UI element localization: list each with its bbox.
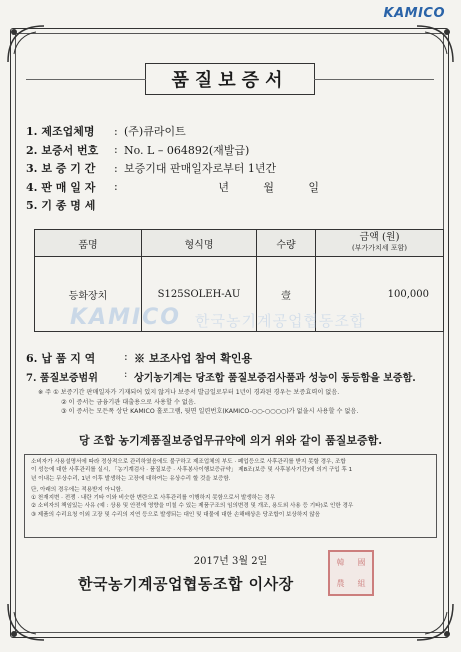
delivery-region: 6. 납 품 지 역 : ※ 보조사업 참여 확인용 xyxy=(26,350,253,365)
col-quantity: 수량 xyxy=(257,230,316,257)
official-seal: 韓 國 農 組 xyxy=(328,550,374,596)
issue-date: 2017년 3월 2일 xyxy=(193,556,268,567)
warranty-period-value: 보증기대 판매일자로부터 1년간 xyxy=(124,162,277,176)
col-product-name: 품명 xyxy=(35,230,142,257)
corner-ornament-top-left xyxy=(6,24,46,64)
field-certificate-number: 2. 보증서 번호 : No. L – 064892(재발급) xyxy=(26,143,250,157)
manufacturer-value: (주)큐라이트 xyxy=(124,125,186,139)
field-manufacturer: 1. 제조업체명 : (주)큐라이트 xyxy=(26,124,186,139)
col-model-name: 형식명 xyxy=(142,230,257,257)
kamico-logo: KAMICO xyxy=(383,6,445,21)
issuer-name: 한국농기계공업협동조합 이사장 xyxy=(78,575,294,593)
warranty-scope: 7. 품질보증범위 : 상기농기계는 당조합 품질보증검사품과 성능이 동등함을 보증함. xyxy=(26,369,416,384)
field-model-spec: 5. 기 종 명 세 xyxy=(26,199,96,213)
note-2: ② 이 증서는 금융기관 대출용으로 사용할 수 없음. xyxy=(61,398,196,406)
table-header-row xyxy=(35,230,444,257)
field-sale-date: 4. 판 매 일 자 : 년 월 일 xyxy=(26,180,319,194)
agreement-statement: 당 조합 농기계품질보증업무규약에 의거 위와 같이 품질보증함. xyxy=(78,434,383,447)
notes-list xyxy=(38,388,428,417)
cell-price: 100,000 xyxy=(316,257,444,332)
info-fields xyxy=(26,122,436,215)
field-warranty-period: 3. 보 증 기 간 : 보증기대 판매일자로부터 1년간 xyxy=(26,161,277,176)
col-price: 금액 (원) (부가가치세 포함) xyxy=(316,230,444,257)
corner-ornament-top-right xyxy=(415,24,455,64)
cell-product-name: 등화장치 xyxy=(35,257,142,332)
note-1: ※ 주 ① 보증기간 판매일자가 기재되어 있지 않거나 보증서 발급일로부터 1년이 경과된 경우는 보증효력이 없음. xyxy=(38,389,340,396)
sale-date-value: 년 월 일 xyxy=(218,180,319,194)
terms-box: 소비자가 사용설명서에 따라 정상적으로 관리하였음에도 불구하고 제조업체의 부도 · 폐업등으로 사후관리를 받지 못할 경우, 조합 이 성능에 대한 사후관리를 실시, 「농기계검사 · 품질보증 · 사후봉사이행보증규약」 제8조(보증 및 사후봉사기간)에 의거 구입 후 1 년 이내는 무상수리, 1년 이후 발생하는 고장에 대하여는 유상수리 할 것을 보증함. 단, 아래의 경우에는 적용받지 아니함. ① 천재지변 · 전쟁 · 내란 기타 이와 비슷한 변란으로 사후관리를 이행하지 못함으로서 발생하는 경우 ② 소비자의 책임있는 사유 (예 : 상용 및 안전에 영향을 미칠 수 있는 제품구조의 임의변경 및 개조, 용도외 사용 등 기타)로 인한 경우 ③ 제품의 수리요청 이외 고장 및 수리의 지연 등으로 발생되는 대인 및 대물에 대한 손해배상은 당조합이 보상하지 않음 xyxy=(24,454,437,538)
corner-ornament-bottom-right xyxy=(415,602,455,642)
cell-model-name: S125SOLEH-AU xyxy=(142,257,257,332)
corner-ornament-bottom-left xyxy=(6,602,46,642)
kamico-watermark-text: 한국농기계공업협동조합 xyxy=(195,312,366,330)
note-3: ③ 이 증서는 모든폭 상단 KAMICO 홀로그램, 뒷면 일련번호(KAMICO-○○-○○○○)가 없을시 사용할 수 없음. xyxy=(61,408,359,415)
kamico-watermark: KAMICO xyxy=(70,305,181,330)
cell-quantity: 壹 xyxy=(257,257,316,332)
document-title: 품질보증서 xyxy=(145,63,315,95)
certificate-number-value: No. L – 064892(재발급) xyxy=(124,143,250,157)
